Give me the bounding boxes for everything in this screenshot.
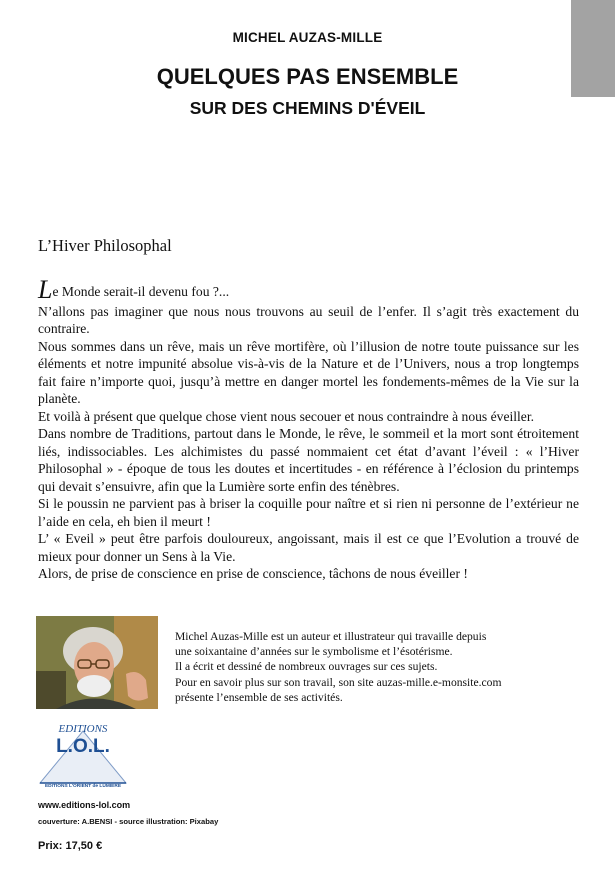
paragraph: Nous sommes dans un rêve, mais un rêve mortifère, où l’illusion de notre toute puissance sur les éléments et notre impunité absolue vis-à-vis de la Nature et de l’Univers, nous a trop longtemps fait faire n’importe quoi, jusqu’à mettre en danger mortel les fondements-mêmes de la Vie sur la planète.: [38, 338, 579, 406]
price-label: Prix: 17,50 €: [38, 840, 103, 852]
section-heading: L’Hiver Philosophal: [38, 236, 172, 255]
cover-credits: couverture: A.BENSI - source illustration: Pixabay: [38, 817, 219, 826]
drop-cap: L: [38, 275, 53, 304]
bio-line: une soixantaine d’années sur le symbolisme et l’ésotérisme.: [175, 645, 453, 659]
logo-editions-text: EDITIONS: [58, 723, 108, 735]
opening-line-text: e Monde serait-il devenu fou ?...: [52, 284, 230, 299]
paragraph: Et voilà à présent que quelque chose vient nous secouer et nous contraindre à nous éveiller.: [38, 408, 535, 424]
author-bio: [175, 629, 555, 705]
bio-line: Il a écrit et dessiné de nombreux ouvrages sur ces sujets.: [175, 660, 438, 674]
paragraph: L’ « Eveil » peut être parfois douloureux, angoissant, mais il est ce que l’Evolution a trouvé de mieux pour donner un Sens à la Vie.: [38, 531, 579, 564]
opening-line: [38, 275, 579, 304]
logo-mark-text: L.O.L.: [56, 736, 110, 757]
logo-subtitle: EDITIONS L'ORIENT de LUMIERE: [44, 784, 122, 789]
back-cover-text: [38, 275, 579, 583]
paragraph: Alors, de prise de conscience en prise de conscience, tâchons de nous éveiller !: [38, 566, 468, 581]
author-photo: [36, 616, 158, 709]
bio-line: Michel Auzas-Mille est un auteur et illustrateur qui travaille depuis: [175, 630, 487, 643]
book-title-line-1: QUELQUES PAS ENSEMBLE: [156, 64, 459, 89]
paragraph: Dans nombre de Traditions, partout dans le Monde, le rêve, le sommeil et la mort sont étroitement liés, indissociables. Les alchimistes du passé nommaient cet état d’avant l’éveil : « l’Hiver Philosophal » - époque de tous les doutes et incertitudes - en référence à l’éclosion du printemps qui devait s’ensuivre, afin que la Lumière sorte enfin des ténèbres.: [38, 426, 579, 494]
publisher-website: www.editions-lol.com: [38, 800, 131, 810]
author-name: MICHEL AUZAS-MILLE: [232, 30, 383, 45]
book-title-line-2: SUR DES CHEMINS D'ÉVEIL: [189, 98, 426, 118]
paragraph: N’allons pas imaginer que nous nous trouvons au seuil de l’enfer. Il s’agit très exactement du contraire.: [38, 303, 579, 336]
bio-line: présente l’ensemble de ses activités.: [175, 690, 343, 704]
author-portrait-illustration: [36, 616, 158, 709]
publisher-logo: [36, 723, 130, 793]
paragraph: Si le poussin ne parvient pas à briser la coquille pour naître et si rien ni personne de l’extérieur ne l’aide en cela, eh bien il meurt !: [38, 496, 579, 529]
bio-line: Pour en savoir plus sur son travail, son site auzas-mille.e-monsite.com: [175, 675, 502, 689]
